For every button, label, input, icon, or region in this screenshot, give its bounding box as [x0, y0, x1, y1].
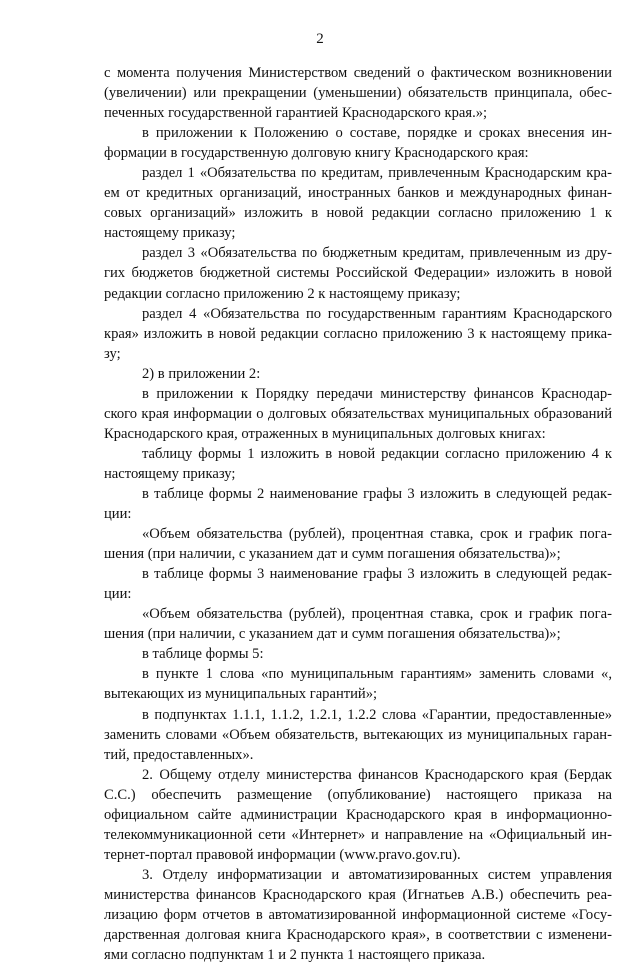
- paragraph-appendix-2: 2) в приложении 2:: [142, 365, 261, 382]
- paragraph-register-appendix: в приложении к Положению о составе, порядке и сроках внесения информации в государственную долговую книгу Краснодарского края:: [104, 125, 612, 162]
- paragraph-form-2: в таблице формы 2 наименование графы 3 изложить в следующей редакции:: [104, 485, 612, 523]
- paragraph-form-1: таблицу формы 1 изложить в новой редакции согласно приложению 4 к настоящему приказу;: [104, 445, 612, 482]
- paragraph-section-4: раздел 4 «Обязательства по государственным гарантиям Краснодарского края» изложить в новой редакции согласно приложению 3 к настоящему приказу;: [104, 305, 612, 362]
- paragraph-clause-3: 3. Отделу информатизации и автоматизированных систем управления министерства финансов Краснодарского края (Игнатьев А.В.) обеспечить реализацию форм отчетов в автоматизированной информационной системе «Государственная долговая книга Краснодарского края», в соответствии с изменениями согласно подпунктам 1 и 2 пункта 1 настоящего приказа.: [104, 866, 612, 964]
- paragraph-form-3: в таблице формы 3 наименование графы 3 изложить в следующей редакции:: [104, 566, 612, 603]
- paragraph-form-3-title: «Объем обязательства (рублей), процентная ставка, срок и график погашения (при наличии, с указанием дат и сумм погашения обязательства)»;: [104, 606, 612, 643]
- paragraph-form-5-subitems: в подпунктах 1.1.1, 1.1.2, 1.2.1, 1.2.2 слова «Гарантии, предоставленные» заменить словами «Объем обязательств, вытекающих из муниципальных гарантий, предоставленных».: [104, 706, 612, 763]
- paragraph-clause-2: 2. Общему отделу министерства финансов Краснодарского края (Бердак С.С.) обеспечить размещение (опубликование) настоящего приказа на официальном сайте администрации Краснодарского края в информационно-телекоммуникационной сети «Интернет» и направление на «Официальный интернет-портал правовой информации (www.pravo.gov.ru).: [104, 766, 612, 863]
- page-number: 2: [316, 31, 324, 47]
- document-body: [104, 63, 612, 965]
- paragraph-section-1: раздел 1 «Обязательства по кредитам, привлеченным Краснодарским краем от кредитных организаций, иностранных банков и международных финансовых организаций» изложить в новой редакции согласно приложению 1 к настоящему приказу;: [104, 165, 612, 242]
- paragraph-procedure: в приложении к Порядку передачи министерству финансов Краснодарского края информации о долговых обязательствах муниципальных образований Краснодарского края, отраженных в муниципальных долговых книгах:: [104, 385, 612, 442]
- paragraph-continuation: с момента получения Министерством сведений о фактическом возникновении (увеличении) или прекращении (уменьшении) обязательств принципала, обеспеченных государственной гарантией Краснодарского края.»;: [104, 65, 612, 122]
- paragraph-form-5-item-1: в пункте 1 слова «по муниципальным гарантиям» заменить словами «, вытекающих из муниципальных гарантий»;: [104, 666, 612, 703]
- paragraph-section-3: раздел 3 «Обязательства по бюджетным кредитам, привлеченным из других бюджетов бюджетной системы Российской Федерации» изложить в новой редакции согласно приложению 2 к настоящему приказу;: [104, 245, 612, 302]
- paragraph-form-5: в таблице формы 5:: [142, 646, 264, 663]
- paragraph-form-2-title: «Объем обязательства (рублей), процентная ставка, срок и график погашения (при наличии, с указанием дат и сумм погашения обязательства)»;: [104, 526, 612, 563]
